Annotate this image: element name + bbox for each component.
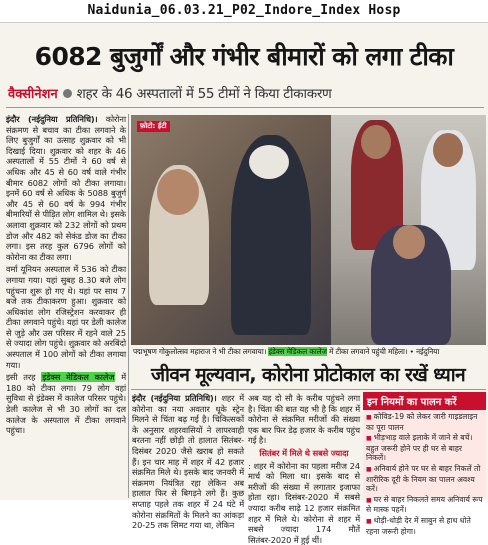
caption-text: पद्मभूषण गोकुलोत्सव महाराज ने भी टीका लगवाया। xyxy=(133,347,267,356)
article-column-2 xyxy=(132,393,245,531)
photo-vaccination-scene xyxy=(131,115,331,345)
paragraph xyxy=(6,114,126,262)
man-standing-head xyxy=(361,125,391,159)
main-headline: 6082 बुजुर्गों और गंभीर बीमारों को लगा टीका xyxy=(34,42,454,71)
caption-text: में टीका लगवाने पहुंची महिला। • नईदुनिया xyxy=(329,347,440,356)
article-column-1 xyxy=(6,114,126,498)
paragraph: वर्मा यूनियन अस्पताल में 536 को टीका लगाया गया। यहां सुबह 8.30 बजे लोग पहुंचना शुरू हो गए थे। यहां पर साथ 7 बजे तक टीकाकरण हुआ। शुक्रवार को अधिकांश लोग रजिस्ट्रेशन करवाकर ही टीका लगवाने पहुंचे। यहां पर डेली कालेज से जुड़े और उस परिसर में रहने वाले 25 से ज्यादा लोग पहुंचे। शुक्रवार को अरबिंदो अस्पताल में 100 लोगों को टीका लगाया गया। xyxy=(6,264,126,370)
photo-group-scene xyxy=(331,115,486,345)
list-item: ■ कोविड-19 को लेकर जारी गाइडलाइन का पूरा पालन xyxy=(366,412,483,432)
paragraph-text: इसी तरह xyxy=(6,372,36,383)
photo-tag: फ़ोटो: ईटी xyxy=(137,121,170,132)
woman-seated-head xyxy=(393,225,425,259)
file-label: Naidunia_06.03.21_P02_Indore_Index Hosp xyxy=(87,3,401,18)
paragraph xyxy=(132,393,244,531)
highlighted-text: इंडेक्स मेडिकल कालेज xyxy=(42,372,115,383)
paragraph-text: में 180 को टीका लगा। 79 लोग वहां सुविधा से इंडेक्स में कालेज परिसर पहुंचे। डेली कालेज से भी 30 लोगों का दल कालेज के अस्पताल में टीका लगवाने पहुंचा। xyxy=(6,372,126,436)
paragraph: अब यह दो सौ के करीब पहुंचने लगा है। चिंता की बात यह भी है कि शहर में कोरोना से संक्रमित मरीजों की संख्या एक बार फिर डेढ़ हजार के करीब पहुंच गई है। xyxy=(248,393,360,446)
bullet-dot-icon xyxy=(63,89,72,98)
highlighted-text: इंडेक्स मेडिकल कालेज xyxy=(268,347,327,356)
dateline: इंदौर (नईदुनिया प्रतिनिधि)। xyxy=(132,393,217,403)
guidelines-list xyxy=(363,410,486,539)
paragraph: : शहर में कोरोना का पहला मरीज 24 मार्च को मिला था। इसके बाद से मरीजों की संख्या में लगातार इजाफा होता रहा। दिसंबर-2020 में सबसे ज्यादा करीब साढ़े 12 हजार संक्रमित शहर में मिले थे। कोरोना से शहर में सबसे ज्यादा 174 मौतें सितंबर-2020 में हुई थीं। xyxy=(248,460,360,545)
kicker-label: वैक्सीनेशन xyxy=(8,87,58,102)
list-item: ■ थोड़ी-थोड़ी देर में साबुन से हाथ धोते रहना जरूरी होगा। xyxy=(366,516,483,536)
list-item: ■ भीड़भाड़ वाले इलाके में जाने से बचें। बहुत जरूरी होने पर ही घर से बाहर निकलें। xyxy=(366,433,483,463)
article-column-3 xyxy=(248,393,360,545)
guidelines-box xyxy=(363,392,486,536)
subhead-row xyxy=(8,82,483,104)
section-subhead: सितंबर में मिले थे सबसे ज्यादा xyxy=(259,447,349,458)
news-photo xyxy=(131,115,486,345)
secondary-headline: जीवन मूल्यवान, कोरोना प्रोटोकाल का रखें ध्यान xyxy=(150,364,466,386)
subheadline: शहर के 46 अस्पतालों में 55 टीमों ने किया टीकाकरण xyxy=(76,86,332,102)
man-standing-2-head xyxy=(433,133,463,167)
paragraph xyxy=(6,372,126,436)
column-divider xyxy=(128,114,129,498)
photo-caption xyxy=(133,347,485,359)
dateline: इंदौर (नईदुनिया प्रतिनिधि)। xyxy=(6,114,98,124)
headline2-rule xyxy=(131,389,486,390)
list-item: ■ घर से बाहर निकलते समय अनिवार्य रूप से मास्क पहनें। xyxy=(366,495,483,515)
nurse-mask xyxy=(249,145,289,179)
subhead-rule xyxy=(6,107,484,108)
elderly-man-head xyxy=(157,169,199,215)
paragraph-text: शहर में कोरोना का नया अवतार धूके स्ट्रेन मिलने से चिंता बढ़ गई है। चिकित्सकों के अनुसार शहरवासियों ने लापरवाही बरतना नहीं छोड़ी तो हालात सितंबर-दिसंबर 2020 जैसे खराब हो सकते हैं। इन चार माह में शहर में 42 हजार संक्रमित मिले थे। इसके बाद जनवरी में संक्रमण नियंत्रित रहा लेकिन अब हालात फिर से बिगड़ने लगे हैं। कुछ सप्ताह पहले तक शहर में 24 घंटे में कोरोना संक्रमितों के मिलने का आंकड़ा 20-25 तक सिमट गया था, लेकिन xyxy=(132,393,245,531)
guidelines-title: इन नियमों का पालन करें xyxy=(363,392,486,410)
list-item: ■ अनिवार्य होने पर घर से बाहर निकलें तो शारीरिक दूरी के नियम का पालन अवश्य करें। xyxy=(366,464,483,494)
paragraph-text: कोरोना संक्रमण से बचाव का टीका लगवाने के लिए बुजुर्गों का उत्साह शुक्रवार को भी दिखाई दिया। शुक्रवार को शहर के 46 अस्पतालों में 55 टीमों ने 60 वर्ष से अधिक और 45 से 60 वर्ष वाले गंभीर बीमार 6082 लोगों को टीका लगाया। इनमें 60 वर्ष से अधिक के 5088 बुजुर्ग और 45 से 60 वर्ष के 994 गंभीर बीमारियों से पीड़ित लोग शामिल थे। इसके अलावा शुक्रवार को 232 लोगों को प्रथम डोज और 482 को सेकंड डोज का टीका लगा। इस तरह कुल 6796 लोगों को कोरोना का टीका लगा। xyxy=(6,114,126,262)
